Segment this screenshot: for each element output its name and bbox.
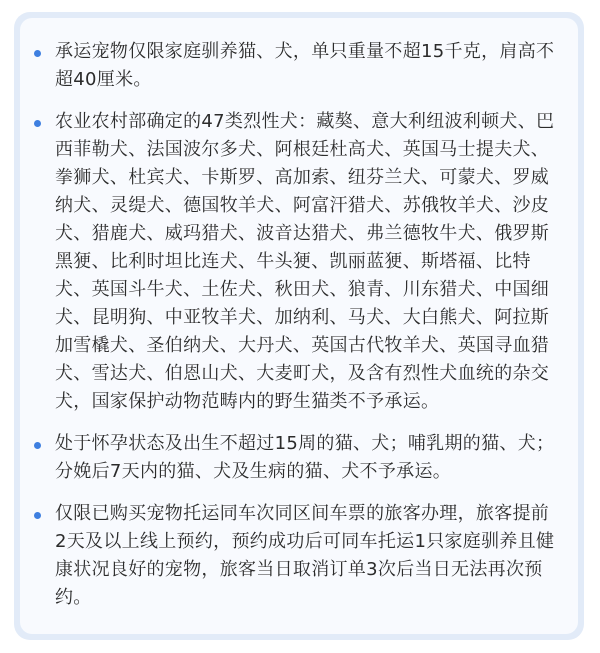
- rule-text: 农业农村部确定的47类烈性犬：藏獒、意大利纽波利顿犬、巴西菲勒犬、法国波尔多犬、阿根廷杜高犬、英国马士提夫犬、拳狮犬、杜宾犬、卡斯罗、高加索、纽芬兰犬、可蒙犬、罗威纳犬、灵缇犬、德国牧羊犬、阿富汗猎犬、苏俄牧羊犬、沙皮犬、猎鹿犬、威玛猎犬、波音达猎犬、弗兰德牧牛犬、俄罗斯黑㹴、比利时坦比连犬、牛头㹴、凯丽蓝㹴、斯塔福、比特犬、英国斗牛犬、土佐犬、秋田犬、狼青、川东猎犬、中国细犬、昆明狗、中亚牧羊犬、加纳利、马犬、大白熊犬、阿拉斯加雪橇犬、圣伯纳犬、大丹犬、英国古代牧羊犬、英国寻血猎犬、雪达犬、伯恩山犬、大麦町犬，及含有烈性犬血统的杂交犬，国家保护动物范畴内的野生猫类不予承运。: [55, 111, 555, 412]
- rule-item-booking: [34, 500, 558, 612]
- rule-item-banned-breeds: [34, 108, 558, 416]
- rule-text: 承运宠物仅限家庭驯养猫、犬，单只重量不超15千克，肩高不超40厘米。: [55, 41, 555, 90]
- bullet-dot-icon: [34, 50, 41, 57]
- rule-text: 仅限已购买宠物托运同车次同区间车票的旅客办理，旅客提前2天及以上线上预约，预约成功后可同车托运1只家庭驯养且健康状况良好的宠物，旅客当日取消订单3次后当日无法再次预约。: [55, 503, 555, 608]
- rule-text: 处于怀孕状态及出生不超过15周的猫、犬；哺乳期的猫、犬；分娩后7天内的猫、犬及生病的猫、犬不予承运。: [55, 433, 555, 482]
- info-card: [14, 12, 584, 640]
- bullet-dot-icon: [34, 442, 41, 449]
- rule-item-health-status: [34, 430, 558, 486]
- rules-list: [34, 38, 558, 612]
- info-card-body: [20, 18, 578, 634]
- rule-item-weight-limit: [34, 38, 558, 94]
- bullet-dot-icon: [34, 512, 41, 519]
- bullet-dot-icon: [34, 120, 41, 127]
